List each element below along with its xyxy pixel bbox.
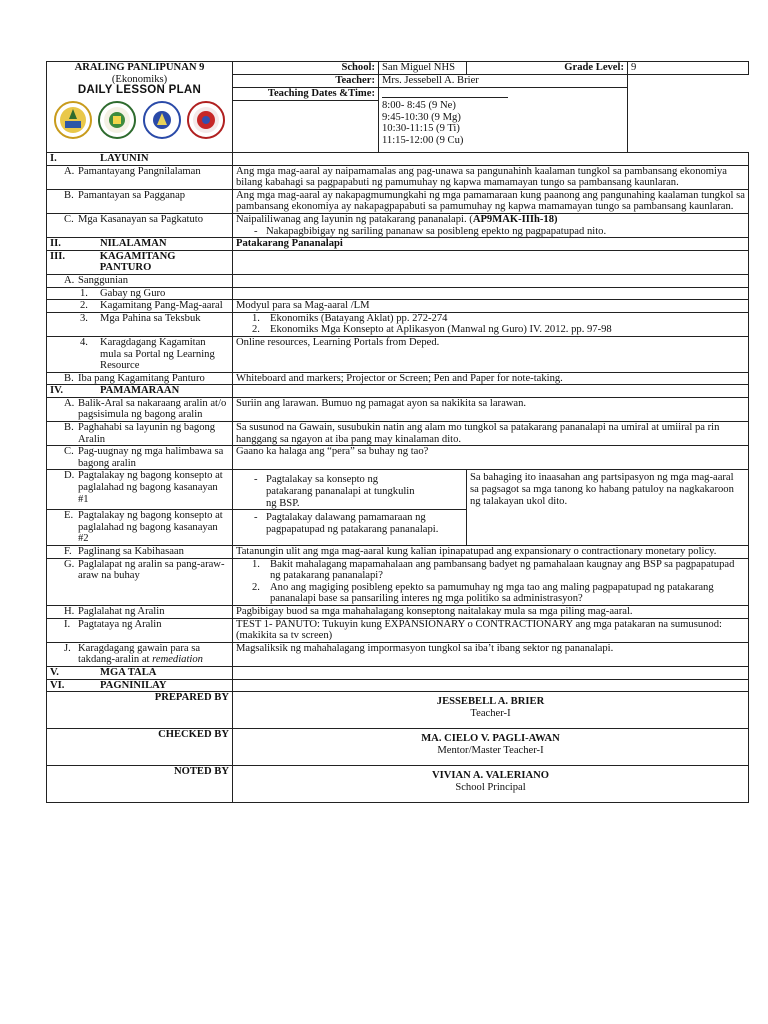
row-label: 4. Karagdagang Kagamitan mula sa Portal ng Learning Resource (47, 336, 233, 372)
participation-note: Sa bahaging ito inaasahan ang partsipasyon ng mga mag-aaral sa pagsagot sa mga tanong ko habang patuloy na nagkakaroon ng talakayan ukol dito. (467, 470, 749, 546)
row-label: 1. Gabay ng Guro (47, 287, 233, 300)
row-label: I. Pagtataya ng Aralin (47, 618, 233, 642)
signatory-role: Mentor/Master Teacher-I (437, 744, 544, 756)
row-label: 3. Mga Pahina sa Teksbuk (47, 312, 233, 336)
deped-seal-icon (143, 101, 181, 139)
grade-level-label: Grade Level: (467, 62, 628, 75)
row-content: Modyul para sa Mag-aaral /LM (233, 300, 749, 313)
row-label: A. Balik-Aral sa nakaraang aralin at/o pagsisimula ng bagong aralin (47, 397, 233, 421)
school-label: School: (233, 62, 379, 75)
grade-level-value: 9 (628, 62, 749, 75)
checked-by-signature (233, 729, 749, 766)
row-content: Gaano ka halaga ang “pera” sa buhay ng tao? (233, 446, 749, 470)
dates-underline (382, 88, 508, 98)
signatory-role: School Principal (455, 781, 526, 793)
row-content: Tatanungin ulit ang mga mag-aaral kung kalian ipinapatupad ang expansionary o contractionary monetary policy. (233, 546, 749, 559)
dates-label: Teaching Dates &Time: (233, 88, 379, 101)
row-label: B. Iba pang Kagamitang Panturo (47, 372, 233, 385)
row-label: A. Sanggunian (47, 274, 233, 287)
noted-by-label: NOTED BY (47, 766, 233, 803)
time-slot: 9:45-10:30 (9 Mg) (382, 111, 461, 123)
teacher-label: Teacher: (233, 75, 379, 88)
national-high-school-seal-icon (98, 101, 136, 139)
row-content: Ang mga mag-aaral ay naipamamalas ang pag-unawa sa pangunahinh kaalaman tungkol sa pambansang ekonomiya bilang kabahagi sa pagpapabuti ng pamumuhay ng kapwa mamamayan tungo sa pambansang kaunlaran. (233, 165, 749, 189)
prepared-by-label: PREPARED BY (47, 692, 233, 729)
row-content: Magsaliksik ng mahahalagang impormasyon tungkol sa iba’t ibang sektor ng pananalapi. (233, 642, 749, 666)
section-pamamaraan: IV. PAMAMARAAN (47, 385, 233, 398)
row-label: E. Pagtalakay ng bagong konsepto at paglalahad ng bagong kasanayan #2 (47, 510, 233, 546)
row-content: Pagbibigay buod sa mga mahahalagang konseptong naitalakay mula sa mga piling mag-aaral. (233, 605, 749, 618)
document-title: DAILY LESSON PLAN (77, 84, 202, 97)
topic-value: Patakarang Pananalapi (233, 238, 749, 251)
section-kagamitan: III. KAGAMITANG PANTURO (47, 250, 233, 274)
row-label: D. Pagtalakay ng bagong konsepto at paglalahad ng bagong kasanayan #1 (47, 470, 233, 510)
subject-title: ARALING PANLIPUNAN 9 (74, 62, 205, 73)
subject-subtitle: (Ekonomiks) (111, 73, 168, 85)
row-label: F. Paglinang sa Kabihasaan (47, 546, 233, 559)
section-pagninilay: VI. PAGNINILAY (47, 679, 233, 692)
dates-value (379, 88, 628, 153)
row-content: Suriin ang larawan. Bumuo ng pamagat ayon sa nakikita sa larawan. (233, 397, 749, 421)
school-value: San Miguel NHS (379, 62, 467, 75)
row-content: Online resources, Learning Portals from Deped. (233, 336, 749, 372)
noted-by-signature (233, 766, 749, 803)
row-content: 1. Bakit mahalagang mapamahalaan ang pambansang badyet ng pamahalaan kaugnay ang BSP sa pagpapatupad ng patakarang pananalapi? 2. Ano ang magiging posibleng epekto sa pamumuhay ng mga tao ang maling pagpapatupad ng patakarang pananalapi base sa pansariling interes ng mga politiko sa administrasyon? (233, 558, 749, 605)
lesson-plan-sheet (46, 61, 748, 803)
competency-code: AP9MAK-IIIh-18) (472, 213, 558, 225)
section-mga-tala: V. MGA TALA (47, 666, 233, 679)
row-content: TEST 1- PANUTO: Tukuyin kung EXPANSIONARY o CONTRACTIONARY ang mga patakaran na sumusunod: (makikita sa tv screen) (233, 618, 749, 642)
prepared-by-signature (233, 692, 749, 729)
checked-by-label: CHECKED BY (47, 729, 233, 766)
time-slot: 10:30-11:15 (9 Ti) (382, 123, 460, 135)
teacher-value: Mrs. Jessebell A. Brier (379, 75, 628, 88)
lesson-plan-table (46, 61, 749, 803)
row-label: C. Pag-uugnay ng mga halimbawa sa bagong aralin (47, 446, 233, 470)
time-slot: 8:00- 8:45 (9 Ne) (382, 100, 456, 111)
signatory-role: Teacher-I (470, 707, 511, 719)
row-content: Naipaliliwanag ang layunin ng patakarang pananalapi. (AP9MAK-IIIh-18) - Nakapagbibigay ng sariling pananaw sa posibleng epekto ng pagpapatupad nito. (233, 213, 749, 237)
row-label: B. Paghahabi sa layunin ng bagong Aralin (47, 422, 233, 446)
row-label: B. Pamantayan sa Pagganap (47, 189, 233, 213)
signatory-name: JESSEBELL A. BRIER (436, 696, 545, 708)
header-blank (233, 101, 379, 153)
row-content: Sa susunod na Gawain, susubukin natin ang alam mo tungkol sa patakarang pananalapi na umiral at umiiral pa rin hanggang sa ngayon at iba pang may kinalaman dito. (233, 422, 749, 446)
section-nilalaman: II. NILALAMAN (47, 238, 233, 251)
logo-row (50, 97, 229, 141)
row-label: G. Paglalapat ng aralin sa pang-araw-araw na buhay (47, 558, 233, 605)
row-content: - Pagtalakay sa konsepto ng patakarang pananalapi at tungkulin ng BSP. (233, 470, 467, 510)
row-label: 2. Kagamitang Pang-Mag-aaral (47, 300, 233, 313)
row-label: A. Pamantayang Pangnilalaman (47, 165, 233, 189)
time-slot: 11:15-12:00 (9 Cu) (382, 134, 464, 146)
header-title-block (47, 62, 233, 153)
signatory-name: VIVIAN A. VALERIANO (431, 770, 550, 782)
row-content: Whiteboard and markers; Projector or Screen; Pen and Paper for note-taking. (233, 372, 749, 385)
bagong-pilipinas-seal-icon (187, 101, 225, 139)
row-content: 1. Ekonomiks (Batayang Aklat) pp. 272-274 2. Ekonomiks Mga Konsepto at Aplikasyon (Manwal ng Guro) IV. 2012. pp. 97-98 (233, 312, 749, 336)
row-label: H. Paglalahat ng Aralin (47, 605, 233, 618)
section-layunin: I. LAYUNIN (47, 153, 233, 166)
row-label: J. Karagdagang gawain para sa takdang-aralin at remediation (47, 642, 233, 666)
row-label: C. Mga Kasanayan sa Pagkatuto (47, 213, 233, 237)
schools-division-seal-icon (54, 101, 92, 139)
row-content: Ang mga mag-aaral ay nakapagmumungkahi ng mga pamamaraan kung paanong ang pangunahing kaalaman tungkol sa pambansang ekonomiya ay nakapagpapabuti sa pamumuhay ng kapwa mamamayan tungo sa pambansang kaunlaran. (233, 189, 749, 213)
row-content: - Pagtalakay dalawang pamamaraan ng pagpapatupad ng patakarang pananalapi. (233, 510, 467, 546)
signatory-name: MA. CIELO V. PAGLI-AWAN (421, 733, 560, 745)
